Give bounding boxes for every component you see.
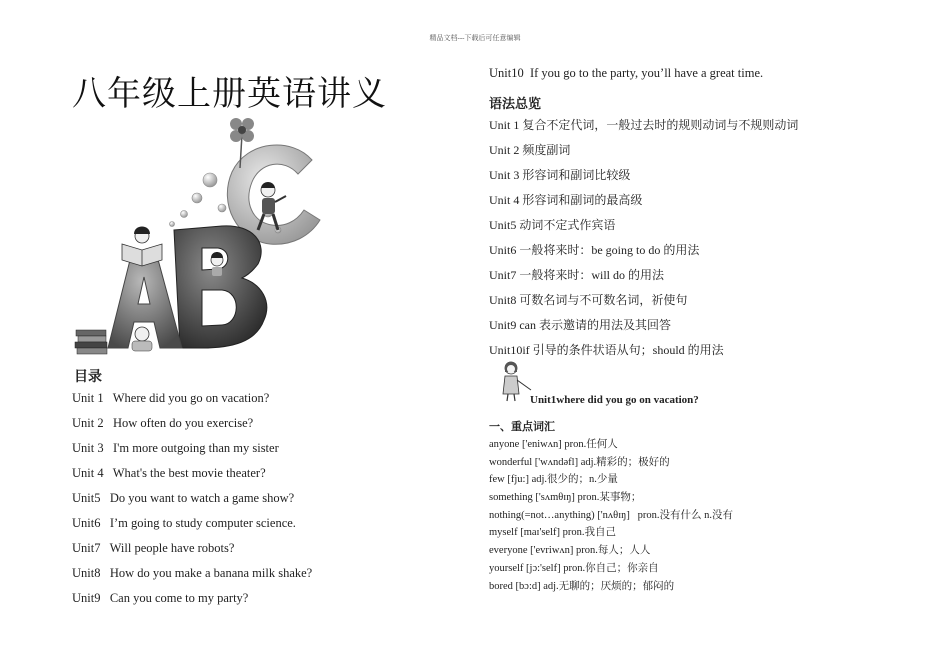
vocab-item: wonderful ['wʌndəfl] adj.精彩的；极好的 [489, 456, 670, 468]
grammar-item: Unit 2 频度副词 [489, 143, 571, 157]
grammar-item: Unit 3 形容词和副词比较级 [489, 168, 631, 182]
grammar-item: Unit8 可数名词与不可数名词，祈使句 [489, 293, 688, 307]
toc-heading: 目录 [74, 369, 102, 385]
vocab-item: nothing(=not…anything) ['nʌθɪŋ] pron.没有什么 n.没有 [489, 509, 734, 521]
vocab-item: anyone ['eniwʌn] pron.任何人 [489, 439, 618, 450]
vocab-item: everyone ['evriwʌn] pron.每人；人人 [489, 545, 651, 557]
letter-b-shape [174, 226, 267, 348]
toc-item: Unit8 How do you make a banana milk shake? [72, 566, 313, 580]
vocab-item: myself [maɪ'self] pron.我自己 [489, 527, 616, 539]
books-stack [75, 330, 107, 354]
child-figure [211, 252, 223, 276]
grammar-item: Unit7 一般将来时：will do 的用法 [489, 268, 665, 282]
abc-illustration [72, 112, 332, 360]
grammar-item: Unit 4 形容词和副词的最高级 [489, 193, 643, 207]
grammar-heading: 语法总览 [489, 97, 542, 112]
header-note: 精品文档---下载后可任意编辑 [429, 34, 521, 42]
boy-figure [258, 182, 286, 230]
vocab-item: few [fju:] adj.很少的；n.少量 [489, 474, 618, 486]
grammar-list [489, 116, 798, 366]
toc-item: Unit5 Do you want to watch a game show? [72, 491, 295, 505]
grammar-item: Unit9 can 表示邀请的用法及其回答 [489, 318, 671, 332]
grammar-item: Unit10if 引导的条件状语从句；should 的用法 [489, 343, 724, 357]
teacher-icon [497, 360, 533, 402]
vocab-heading: 一、重点词汇 [489, 420, 555, 433]
document-title: 八年级上册英语讲义 [72, 74, 387, 114]
sitting-child-figure [132, 327, 152, 351]
toc-item: Unit 1 Where did you go on vacation? [72, 391, 270, 405]
vocab-item: something ['sʌmθɪŋ] pron.某事物； [489, 492, 642, 504]
toc-item: Unit 2 How often do you exercise? [72, 416, 254, 430]
unit1-title: Unit1where did you go on vacation? [530, 394, 699, 406]
toc-item: Unit7 Will people have robots? [72, 541, 235, 555]
vocab-list [489, 437, 733, 596]
toc-item: Unit9 Can you come to my party? [72, 591, 249, 605]
vocab-item: yourself [jɔ:'self] pron.你自己；你亲自 [489, 562, 659, 574]
toc-item: Unit 4 What's the best movie theater? [72, 466, 266, 480]
grammar-item: Unit 1 复合不定代词，一般过去时的规则动词与不规则动词 [489, 118, 799, 132]
vocab-item: bored [bɔ:d] adj.无聊的；厌烦的；郁闷的 [489, 580, 675, 592]
toc-item: Unit 3 I'm more outgoing than my sister [72, 441, 279, 455]
grammar-item: Unit5 动词不定式作宾语 [489, 218, 616, 232]
toc-item: Unit6 I’m going to study computer science. [72, 516, 296, 530]
grammar-item: Unit6 一般将来时：be going to do 的用法 [489, 243, 700, 257]
toc-list [72, 389, 312, 614]
toc-item-unit10: Unit10 If you go to the party, you’ll have a great time. [489, 66, 764, 80]
girl-reading-figure [122, 227, 162, 267]
